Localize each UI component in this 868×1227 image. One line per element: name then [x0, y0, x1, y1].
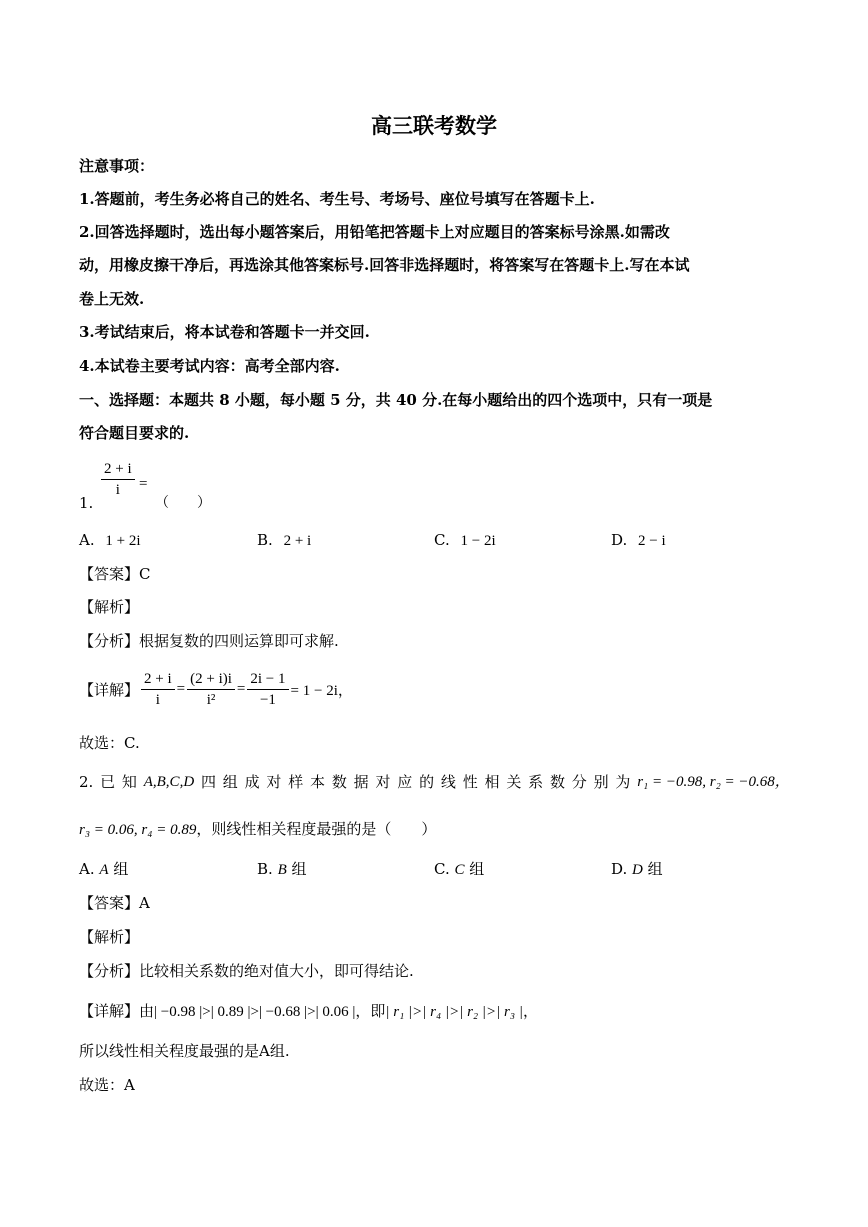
q1-choose: 故选：C. [79, 734, 140, 752]
option-unit: 组 [291, 860, 307, 878]
result: = 1 − 2i， [290, 683, 353, 699]
stem-math: A,B,C,D [143, 774, 195, 790]
equals-sign: = [176, 681, 186, 697]
fraction-denominator: −1 [259, 692, 276, 708]
stem-word: 据 [353, 773, 369, 791]
notice-item-3: 3.考试结束后，将本试卷和答题卡一并交回. [79, 323, 370, 341]
section-heading-line-1: 一、选择题：本题共 8 小题，每小题 5 分，共 40 分.在每小题给出的四个选项中，只有一项是 [79, 391, 713, 409]
q2-stem-line-2 [79, 819, 436, 840]
q2-choose: 故选：A [79, 1076, 135, 1094]
stem-word: 线 [440, 773, 456, 791]
stem-text: ，则线性相关程度最强的是（ ） [196, 820, 437, 838]
option-letter: A. [79, 860, 95, 878]
stem-word: 组 [222, 773, 238, 791]
detail-label: 【详解】 [79, 681, 140, 699]
stem-word: 对 [375, 773, 391, 791]
option-letter: B. [257, 531, 273, 549]
stem-math: r₃ = 0.06, r₄ = 0.89 [79, 822, 197, 838]
stem-word: 为 [615, 773, 631, 791]
section-heading-line-2: 符合题目要求的. [79, 424, 190, 442]
notice-item-1: 1.答题前，考生务必将自己的姓名、考生号、考场号、座位号填写在答题卡上. [79, 190, 595, 208]
q2-option-b [257, 859, 307, 880]
answer-blank: （ ） [155, 495, 211, 511]
fraction [141, 670, 175, 709]
page-title: 高三联考数学 [371, 113, 497, 138]
notice-item-2-line-3: 卷上无效. [79, 290, 145, 308]
question-number: 1. [79, 494, 94, 512]
notice-item-2-line-1: 2.回答选择题时，选出每小题答案后，用铅笔把答题卡上对应题目的答案标号涂黑.如需改 [79, 223, 670, 241]
q1-option-d [611, 530, 666, 551]
q2-answer: 【答案】A [79, 894, 150, 912]
q1-answer: 【答案】C [79, 565, 151, 583]
fraction-denominator: i² [206, 692, 216, 708]
fraction-numerator: 2i − 1 [247, 670, 288, 690]
notice-item-2-line-2: 动，用橡皮擦干净后，再选涂其他答案标号.回答非选择题时，将答案写在答题卡上.写在本试 [79, 256, 690, 274]
detail-text: ，即 [355, 1002, 386, 1020]
q1-option-c [434, 530, 496, 551]
option-var: A [99, 862, 109, 878]
stem-math: r₁ = −0.98, r₂ = −0.68， [637, 774, 790, 790]
option-value: 1 + 2i [105, 533, 141, 549]
equals-sign: = [236, 681, 246, 697]
detail-text: ， [522, 1002, 538, 1020]
stem-word: 四 [200, 773, 216, 791]
q1-fenxi: 【分析】根据复数的四则运算即可求解. [79, 632, 339, 650]
stem-word: 关 [506, 773, 522, 791]
q2-option-c [434, 859, 484, 880]
option-letter: D. [611, 860, 628, 878]
option-letter: C. [434, 860, 450, 878]
q2-detail [79, 1001, 538, 1022]
stem-word: 2. [79, 773, 94, 791]
stem-word: 样 [288, 773, 304, 791]
stem-word: 相 [484, 773, 500, 791]
option-letter: D. [611, 531, 628, 549]
q2-option-a [79, 859, 128, 880]
stem-word: 系 [528, 773, 544, 791]
option-var: C [454, 862, 465, 878]
option-value: 2 + i [283, 533, 312, 549]
q1-analysis: 【解析】 [79, 598, 140, 616]
q2-fenxi: 【分析】比较相关系数的绝对值大小，即可得结论. [79, 962, 414, 980]
stem-word: 知 [121, 773, 137, 791]
notice-item-4: 4.本试卷主要考试内容：高考全部内容. [79, 357, 340, 375]
q1-option-a [79, 530, 141, 551]
stem-word: 应 [397, 773, 413, 791]
detail-math: | r₁ |>| r₄ |>| r₂ |>| r₃ | [385, 1004, 523, 1020]
q2-stem-line-1 [79, 772, 790, 792]
stem-word: 成 [244, 773, 260, 791]
equals-sign: = [139, 476, 148, 492]
q1-detail [79, 670, 353, 709]
fraction-numerator: 2 + i [141, 670, 175, 690]
q2-option-d [611, 859, 663, 880]
stem-word: 数 [549, 773, 565, 791]
stem-word: 的 [419, 773, 435, 791]
fraction-numerator: (2 + i)i [187, 670, 235, 690]
notice-heading: 注意事项： [79, 157, 155, 175]
detail-text: 由 [139, 1002, 155, 1020]
stem-word: 性 [462, 773, 478, 791]
option-letter: B. [257, 860, 273, 878]
option-value: 2 − i [638, 533, 666, 549]
fraction-numerator: 2 + i [101, 460, 135, 480]
option-unit: 组 [113, 860, 129, 878]
stem-word: 数 [331, 773, 347, 791]
option-unit: 组 [647, 860, 663, 878]
option-var: D [632, 862, 643, 878]
fraction [247, 670, 288, 709]
q1-option-b [257, 530, 311, 551]
stem-word: 别 [593, 773, 609, 791]
option-value: 1 − 2i [460, 533, 496, 549]
option-letter: A. [79, 531, 95, 549]
stem-word: 已 [100, 773, 116, 791]
detail-label: 【详解】 [79, 1002, 140, 1020]
fraction [187, 670, 235, 709]
option-var: B [277, 862, 287, 878]
q2-analysis: 【解析】 [79, 928, 140, 946]
stem-word: 对 [266, 773, 282, 791]
fraction [101, 460, 135, 499]
fraction-denominator: i [115, 482, 120, 498]
q2-conclusion: 所以线性相关程度最强的是A组. [79, 1042, 290, 1060]
detail-math: | −0.98 |>| 0.89 |>| −0.68 |>| 0.06 | [154, 1004, 356, 1020]
stem-word: 本 [310, 773, 326, 791]
option-letter: C. [434, 531, 450, 549]
fraction-denominator: i [155, 692, 160, 708]
stem-word: 分 [571, 773, 587, 791]
option-unit: 组 [469, 860, 485, 878]
